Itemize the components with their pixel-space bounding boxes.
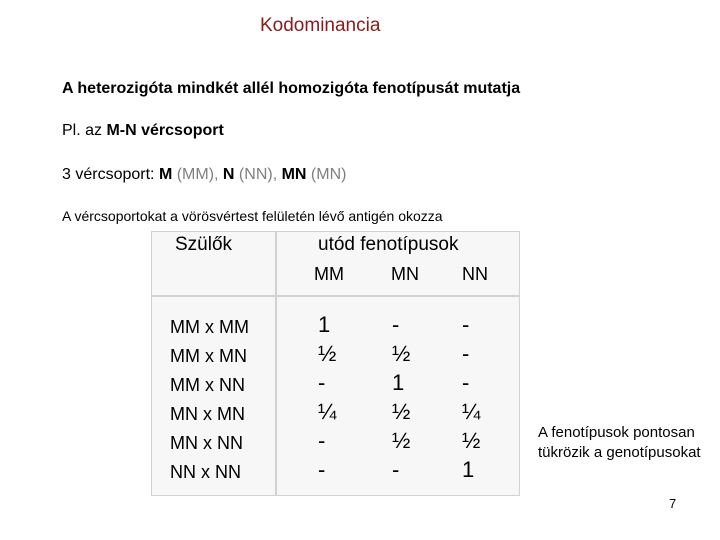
- cross-label: MN x NN: [170, 433, 243, 453]
- example-prefix: Pl. az: [62, 122, 107, 139]
- group-n-genotype: (NN),: [234, 166, 282, 183]
- blood-groups-text: [62, 166, 346, 184]
- blood-groups-prefix: 3 vércsoport:: [62, 166, 159, 183]
- ratio-nn: -: [462, 312, 470, 337]
- group-m-genotype: (MM),: [172, 166, 223, 183]
- column-header-nn: NN: [462, 264, 488, 284]
- cross-label: MM x MM: [170, 317, 249, 337]
- ratio-mn: 1: [392, 370, 405, 395]
- cross-label: NN x NN: [170, 462, 241, 482]
- conclusion-note: A fenotípusok pontosan tükrözik a genotípusokat: [538, 424, 701, 461]
- parents-header: Szülők: [175, 234, 233, 255]
- ratio-mm: -: [318, 457, 326, 482]
- ratio-nn: ¼: [462, 399, 481, 424]
- column-header-mm: MM: [314, 264, 344, 284]
- ratio-mn: -: [392, 457, 400, 482]
- group-mn: MN: [281, 166, 307, 183]
- column-header-mn: MN: [391, 264, 419, 284]
- ratio-nn: -: [462, 370, 470, 395]
- ratio-mm: 1: [318, 312, 331, 337]
- ratio-nn: 1: [462, 457, 475, 482]
- group-n: N: [222, 166, 235, 183]
- definition-text: A heterozigóta mindkét allél homozigóta fenotípusát mutatja: [62, 80, 521, 97]
- cross-label: MM x NN: [170, 375, 245, 395]
- ratio-mn: -: [392, 312, 400, 337]
- ratio-mm: ½: [318, 341, 337, 366]
- ratio-mm: ¼: [318, 399, 337, 424]
- cross-label: MN x MN: [170, 404, 245, 424]
- ratio-nn: ½: [462, 428, 481, 453]
- example-text: [62, 122, 224, 140]
- ratio-mn: ½: [392, 428, 411, 453]
- offspring-header: utód fenotípusok: [318, 234, 459, 255]
- page-number: 7: [669, 496, 677, 511]
- slide-title: Kodominancia: [260, 15, 381, 36]
- ratio-mn: ½: [392, 341, 411, 366]
- ratio-nn: -: [462, 341, 470, 366]
- ratio-mn: ½: [392, 399, 411, 424]
- ratio-mm: -: [318, 370, 326, 395]
- group-mn-genotype: (MN): [306, 166, 347, 183]
- cross-label: MM x MN: [170, 346, 247, 366]
- example-bold: M-N vércsoport: [106, 122, 224, 139]
- group-m: M: [158, 166, 173, 183]
- antigen-text: A vércsoportokat a vörösvértest felületén lévő antigén okozza: [62, 208, 443, 224]
- ratio-mm: -: [318, 428, 326, 453]
